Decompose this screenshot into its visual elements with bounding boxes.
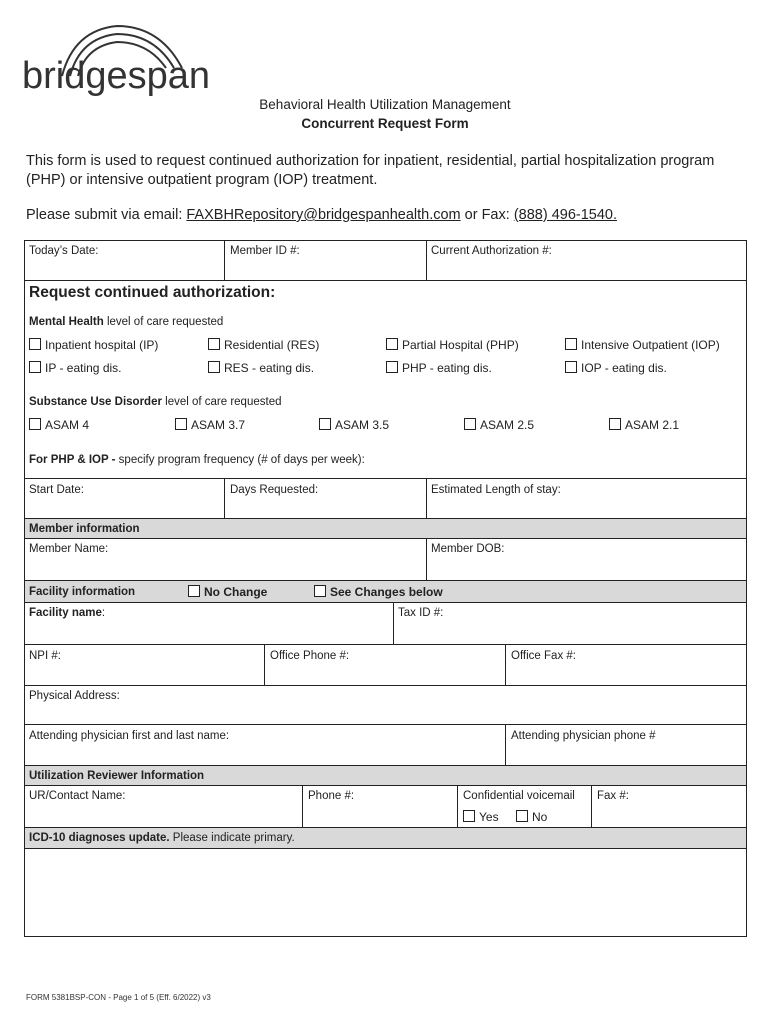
form-title: Concurrent Request Form xyxy=(301,116,469,131)
ur-contact-field[interactable]: UR/Contact Name: xyxy=(29,790,126,802)
checkbox-asam-2-5[interactable]: ASAM 2.5 xyxy=(464,418,534,432)
icd-section-title: ICD-10 diagnoses update. Please indicate primary. xyxy=(29,832,295,844)
checkbox-icon xyxy=(29,338,41,350)
tax-id-field[interactable]: Tax ID #: xyxy=(398,607,444,619)
member-dob-field[interactable]: Member DOB: xyxy=(431,543,505,555)
facility-section-title: Facility information xyxy=(29,586,136,598)
voicemail-label: Confidential voicemail xyxy=(463,790,575,802)
bridgespan-logo xyxy=(22,22,222,98)
checkbox-asam-3-7[interactable]: ASAM 3.7 xyxy=(175,418,245,432)
checkbox-icon xyxy=(565,361,577,373)
member-section-title: Member information xyxy=(29,523,140,535)
checkbox-icon xyxy=(314,585,326,597)
checkbox-icon xyxy=(188,585,200,597)
office-phone-field[interactable]: Office Phone #: xyxy=(270,650,350,662)
attending-physician-field[interactable]: Attending physician first and last name: xyxy=(29,730,230,742)
checkbox-icon xyxy=(208,361,220,373)
checkbox-see-changes[interactable]: See Changes below xyxy=(314,585,443,599)
length-of-stay-field[interactable]: Estimated Length of stay: xyxy=(431,484,561,496)
current-auth-field[interactable]: Current Authorization #: xyxy=(431,245,552,257)
checkbox-icon xyxy=(565,338,577,350)
checkbox-res[interactable]: Residential (RES) xyxy=(208,338,319,352)
todays-date-field[interactable]: Today’s Date: xyxy=(29,245,99,257)
checkbox-iop[interactable]: Intensive Outpatient (IOP) xyxy=(565,338,720,352)
checkbox-icon xyxy=(29,361,41,373)
mental-health-heading: Mental Health level of care requested xyxy=(29,316,224,328)
logo-wordmark: bridgespan xyxy=(22,55,211,97)
checkbox-icon xyxy=(609,418,621,430)
checkbox-icon xyxy=(208,338,220,350)
ur-fax-field[interactable]: Fax #: xyxy=(597,790,629,802)
ur-section-title: Utilization Reviewer Information xyxy=(29,770,205,782)
form-footer: FORM 5381BSP-CON - Page 1 of 5 (Eff. 6/2022) v3 xyxy=(26,993,211,1002)
ur-phone-field[interactable]: Phone #: xyxy=(308,790,355,802)
sud-heading: Substance Use Disorder level of care requested xyxy=(29,396,282,408)
icd-diagnoses-textarea[interactable] xyxy=(25,849,746,936)
submit-fax-number: (888) 496-1540. xyxy=(513,207,617,223)
start-date-field[interactable]: Start Date: xyxy=(29,484,84,496)
request-title: Request continued authorization: xyxy=(29,284,276,301)
checkbox-no-change[interactable]: No Change xyxy=(188,585,267,599)
checkbox-asam-2-1[interactable]: ASAM 2.1 xyxy=(609,418,679,432)
php-iop-frequency[interactable]: For PHP & IOP - specify program frequency (# of days per week): xyxy=(29,454,365,466)
checkbox-voicemail-no[interactable]: No xyxy=(516,810,547,824)
checkbox-ip-eating[interactable]: IP - eating dis. xyxy=(29,361,122,375)
submit-email-link[interactable]: FAXBHRepository@bridgespanhealth.com xyxy=(186,207,461,223)
checkbox-php-eating[interactable]: PHP - eating dis. xyxy=(386,361,492,375)
member-id-field[interactable]: Member ID #: xyxy=(230,245,300,257)
npi-field[interactable]: NPI #: xyxy=(29,650,61,662)
checkbox-icon xyxy=(175,418,187,430)
facility-name-field[interactable]: Facility name: xyxy=(29,607,106,619)
office-fax-field[interactable]: Office Fax #: xyxy=(511,650,576,662)
checkbox-icon xyxy=(319,418,331,430)
checkbox-icon xyxy=(463,810,475,822)
checkbox-asam-3-5[interactable]: ASAM 3.5 xyxy=(319,418,389,432)
checkbox-icon xyxy=(29,418,41,430)
checkbox-asam-4[interactable]: ASAM 4 xyxy=(29,418,89,432)
checkbox-ip[interactable]: Inpatient hospital (IP) xyxy=(29,338,158,352)
checkbox-php[interactable]: Partial Hospital (PHP) xyxy=(386,338,519,352)
checkbox-icon xyxy=(386,338,398,350)
checkbox-res-eating[interactable]: RES - eating dis. xyxy=(208,361,314,375)
checkbox-icon xyxy=(386,361,398,373)
form-department: Behavioral Health Utilization Management xyxy=(259,97,511,112)
physical-address-field[interactable]: Physical Address: xyxy=(29,690,120,702)
member-name-field[interactable]: Member Name: xyxy=(29,543,109,555)
checkbox-icon xyxy=(516,810,528,822)
checkbox-icon xyxy=(464,418,476,430)
submit-instructions: Please submit via email: FAXBHRepository@bridgespanhealth.com or Fax: (888) 496-1540. xyxy=(26,207,617,223)
checkbox-voicemail-yes[interactable]: Yes xyxy=(463,810,499,824)
attending-physician-phone-field[interactable]: Attending physician phone # xyxy=(511,730,656,742)
days-requested-field[interactable]: Days Requested: xyxy=(230,484,319,496)
checkbox-iop-eating[interactable]: IOP - eating dis. xyxy=(565,361,667,375)
form-intro: This form is used to request continued authorization for inpatient, residential, partial hospitalization program (PHP) or intensive outpatient program (IOP) treatment. xyxy=(26,153,715,188)
